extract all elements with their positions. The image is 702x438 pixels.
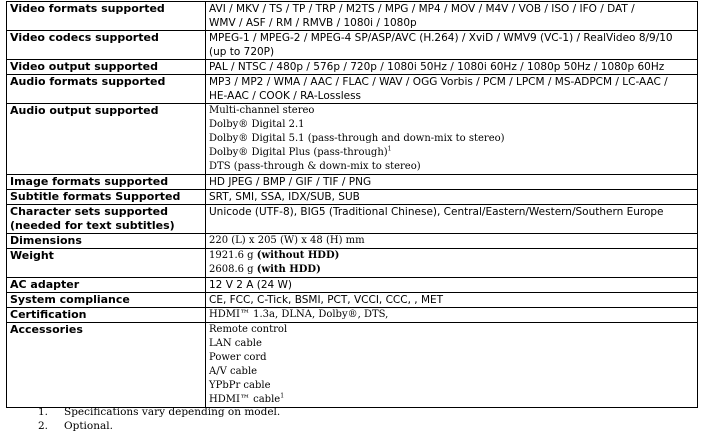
value-line: LAN cable: [209, 338, 262, 349]
footnote-text: Specifications vary depending on model.: [64, 406, 281, 418]
row-value: [206, 2, 698, 31]
row-label: Weight: [7, 249, 206, 278]
row-value: [206, 308, 698, 323]
footnotes: [38, 405, 280, 433]
row-label: Subtitle formats Supported: [7, 190, 206, 205]
value-text: 1921.6 g: [209, 250, 254, 261]
footnote-marker: 1: [387, 145, 392, 153]
table-row: [7, 104, 698, 175]
row-label: Dimensions: [7, 234, 206, 249]
value-text: 2608.6 g: [209, 264, 254, 275]
value-line: AVI / MKV / TS / TP / TRP / M2TS / MPG / MP4 / MOV / M4V / VOB / ISO / IFO / DAT /: [209, 3, 635, 15]
table-row: [7, 75, 698, 104]
row-value: [206, 234, 698, 249]
row-value: [206, 75, 698, 104]
row-label: System compliance: [7, 293, 206, 308]
value-line: WMV / ASF / RM / RMVB / 1080i / 1080p: [209, 17, 417, 29]
value-line: CE, FCC, C-Tick, BSMI, PCT, VCCI, CCC, , MET: [209, 294, 444, 306]
row-label: Image formats supported: [7, 175, 206, 190]
value-line: HDMI™ 1.3a, DLNA, Dolby®, DTS,: [209, 309, 389, 320]
row-value: [206, 249, 698, 278]
value-line: Power cord: [209, 352, 267, 363]
row-value: [206, 323, 698, 408]
value-line: [209, 393, 694, 407]
table-row: [7, 60, 698, 75]
value-line: MPEG-1 / MPEG-2 / MPEG-4 SP/ASP/AVC (H.264) / XviD / WMV9 (VC-1) / RealVideo 8/9/10: [209, 32, 673, 44]
row-value: [206, 104, 698, 175]
value-line: Dolby® Digital 5.1 (pass-through and down-mix to stereo): [209, 133, 505, 144]
table-row: [7, 190, 698, 205]
specifications-table: [6, 1, 698, 408]
value-line: Dolby® Digital 2.1: [209, 119, 305, 130]
row-label: Video codecs supported: [7, 31, 206, 60]
table-row: [7, 278, 698, 293]
row-value: [206, 175, 698, 190]
value-line: Remote control: [209, 324, 288, 335]
footnote-item: [38, 419, 280, 433]
value-line: [209, 249, 694, 263]
label-line: Character sets supported: [10, 205, 169, 218]
table-row: [7, 205, 698, 234]
row-value: [206, 60, 698, 75]
row-label: Audio formats supported: [7, 75, 206, 104]
table-row: [7, 31, 698, 60]
table-row: [7, 293, 698, 308]
value-line: 220 (L) x 205 (W) x 48 (H) mm: [209, 235, 365, 246]
value-line: A/V cable: [209, 366, 258, 377]
value-bold-text: (with HDD): [256, 264, 321, 275]
row-label: Certification: [7, 308, 206, 323]
table-row: [7, 234, 698, 249]
row-value: [206, 31, 698, 60]
footnote-item: [38, 405, 280, 419]
value-line: (up to 720P): [209, 46, 275, 58]
row-value: [206, 205, 698, 234]
value-line: PAL / NTSC / 480p / 576p / 720p / 1080i 50Hz / 1080i 60Hz / 1080p 50Hz / 1080p 60Hz: [209, 61, 665, 73]
table-row: [7, 175, 698, 190]
value-line: HD JPEG / BMP / GIF / TIF / PNG: [209, 176, 372, 188]
value-line: [209, 263, 694, 277]
value-line: DTS (pass-through & down-mix to stereo): [209, 161, 421, 172]
row-label: Audio output supported: [7, 104, 206, 175]
value-text: Dolby® Digital Plus (pass-through): [209, 147, 388, 158]
label-line: (needed for text subtitles): [10, 219, 175, 232]
row-label: Accessories: [7, 323, 206, 408]
value-bold-text: (without HDD): [256, 250, 340, 261]
footnote-marker: 1: [280, 392, 285, 400]
value-line: HE-AAC / COOK / RA-Lossless: [209, 90, 362, 102]
value-line: 12 V 2 A (24 W): [209, 279, 293, 291]
table-row: [7, 308, 698, 323]
row-label: [7, 205, 206, 234]
table-row: [7, 2, 698, 31]
row-label: Video formats supported: [7, 2, 206, 31]
row-label: Video output supported: [7, 60, 206, 75]
value-line: Multi-channel stereo: [209, 105, 315, 116]
value-line: SRT, SMI, SSA, IDX/SUB, SUB: [209, 191, 360, 203]
table-row: [7, 323, 698, 408]
footnote-number: 2.: [38, 420, 49, 432]
footnote-number: 1.: [38, 406, 49, 418]
row-value: [206, 190, 698, 205]
table-row: [7, 249, 698, 278]
row-value: [206, 293, 698, 308]
value-line: YPbPr cable: [209, 380, 271, 391]
row-value: [206, 278, 698, 293]
value-line: MP3 / MP2 / WMA / AAC / FLAC / WAV / OGG Vorbis / PCM / LPCM / MS-ADPCM / LC-AAC /: [209, 76, 668, 88]
value-line: [209, 146, 694, 160]
row-label: AC adapter: [7, 278, 206, 293]
value-line: Unicode (UTF-8), BIG5 (Traditional Chinese), Central/Eastern/Western/Southern Europe: [209, 206, 664, 218]
footnote-text: Optional.: [64, 420, 113, 432]
value-text: HDMI™ cable: [209, 394, 281, 405]
